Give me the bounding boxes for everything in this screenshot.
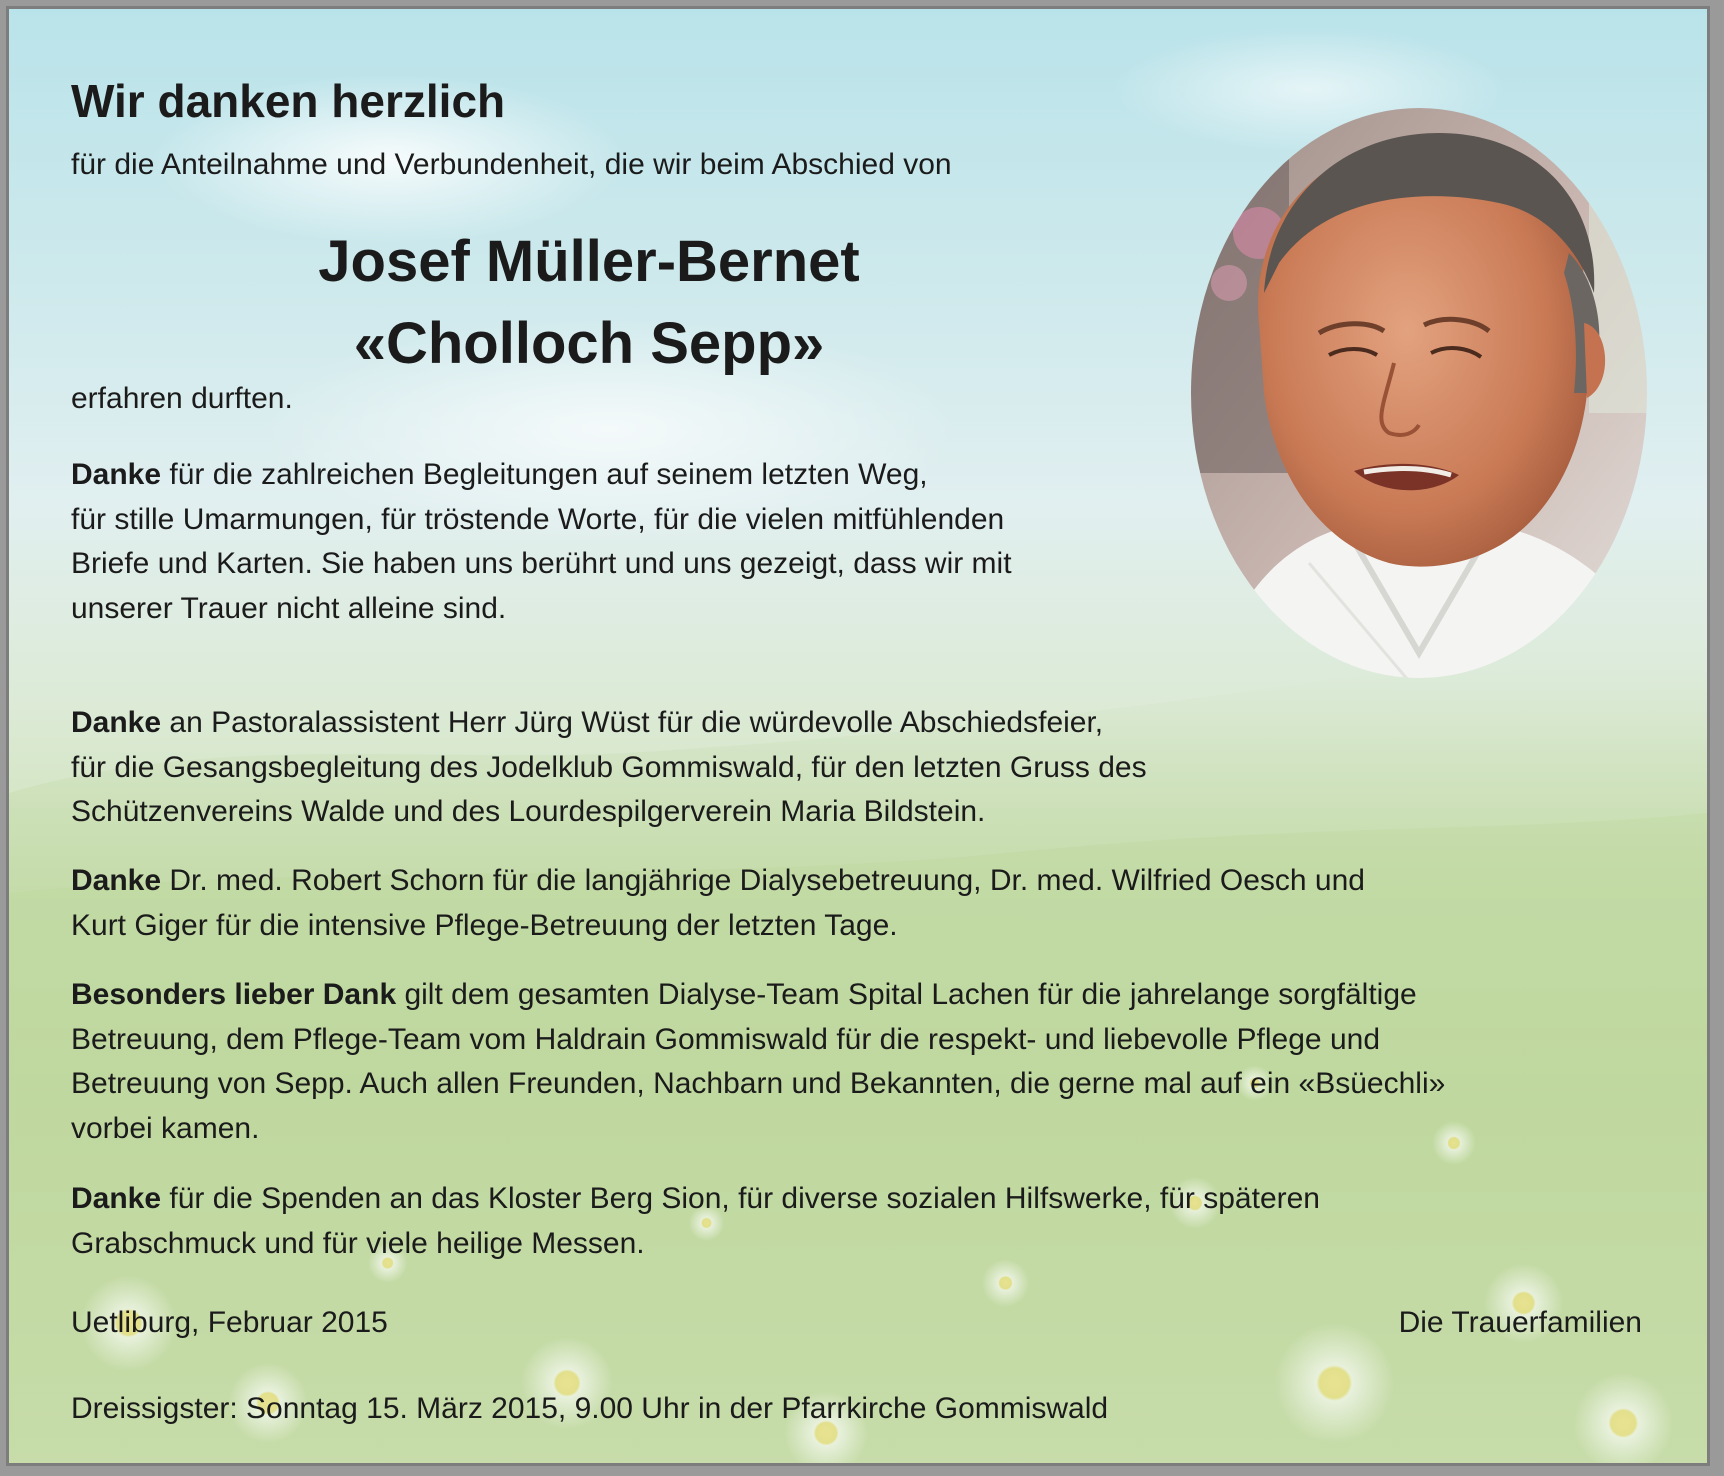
thanks-paragraph-4	[71, 973, 1445, 1151]
paragraph-lead: Besonders lieber Dank	[71, 978, 397, 1011]
paragraph-line: gilt dem gesamten Dialyse-Team Spital Lachen für die jahrelange sorgfältige	[396, 978, 1417, 1011]
paragraph-line: für die Spenden an das Kloster Berg Sion, für diverse sozialen Hilfswerke, für späteren	[161, 1182, 1320, 1215]
thanks-paragraph-2	[71, 701, 1147, 835]
paragraph-line: für die zahlreichen Begleitungen auf seinem letzten Weg,	[161, 458, 928, 491]
signature: Die Trauerfamilien	[1398, 1306, 1642, 1339]
heading: Wir danken herzlich	[71, 75, 506, 127]
deceased-nickname: «Cholloch Sepp»	[353, 311, 825, 376]
deceased-name: Josef Müller-Bernet	[318, 229, 860, 294]
memorial-service-info: Dreissigster: Sonntag 15. März 2015, 9.00 Uhr in der Pfarrkirche Gommiswald	[71, 1392, 1109, 1425]
paragraph-lead: Danke	[71, 706, 162, 739]
obituary-card	[6, 6, 1710, 1466]
paragraph-line: für die Gesangsbegleitung des Jodelklub Gommiswald, für den letzten Gruss des	[71, 750, 1147, 784]
place-date: Uetliburg, Februar 2015	[71, 1306, 388, 1339]
after-name-line: erfahren durften.	[71, 382, 293, 415]
thanks-paragraph-5	[71, 1177, 1320, 1266]
paragraph-line: unserer Trauer nicht alleine sind.	[71, 591, 507, 625]
paragraph-line: Grabschmuck und für viele heilige Messen.	[71, 1226, 645, 1260]
paragraph-line: an Pastoralassistent Herr Jürg Wüst für die würdevolle Abschiedsfeier,	[161, 706, 1104, 739]
thanks-paragraph-1	[71, 453, 1012, 631]
paragraph-line: Kurt Giger für die intensive Pflege-Betreuung der letzten Tage.	[71, 908, 898, 942]
paragraph-lead: Danke	[71, 864, 162, 897]
paragraph-lead: Danke	[71, 1182, 162, 1215]
thanks-paragraph-3	[71, 859, 1365, 948]
paragraph-line: Schützenvereins Walde und des Lourdespilgerverein Maria Bildstein.	[71, 795, 986, 828]
intro-line: für die Anteilnahme und Verbundenheit, die wir beim Abschied von	[71, 148, 952, 181]
notice-text	[9, 9, 1707, 1463]
paragraph-line: für stille Umarmungen, für tröstende Worte, für die vielen mitfühlenden	[71, 502, 1005, 536]
paragraph-line: Betreuung von Sepp. Auch allen Freunden, Nachbarn und Bekannten, die gerne mal auf ein «Bsüechli»	[71, 1067, 1446, 1100]
paragraph-line: Briefe und Karten. Sie haben uns berührt und uns gezeigt, dass wir mit	[71, 547, 1012, 580]
paragraph-line: vorbei kamen.	[71, 1111, 260, 1145]
paragraph-lead: Danke	[71, 458, 162, 491]
paragraph-line: Betreuung, dem Pflege-Team vom Haldrain Gommiswald für die respekt- und liebevolle Pflege und	[71, 1022, 1380, 1056]
paragraph-line: Dr. med. Robert Schorn für die langjährige Dialysebetreuung, Dr. med. Wilfried Oesch und	[161, 864, 1365, 897]
